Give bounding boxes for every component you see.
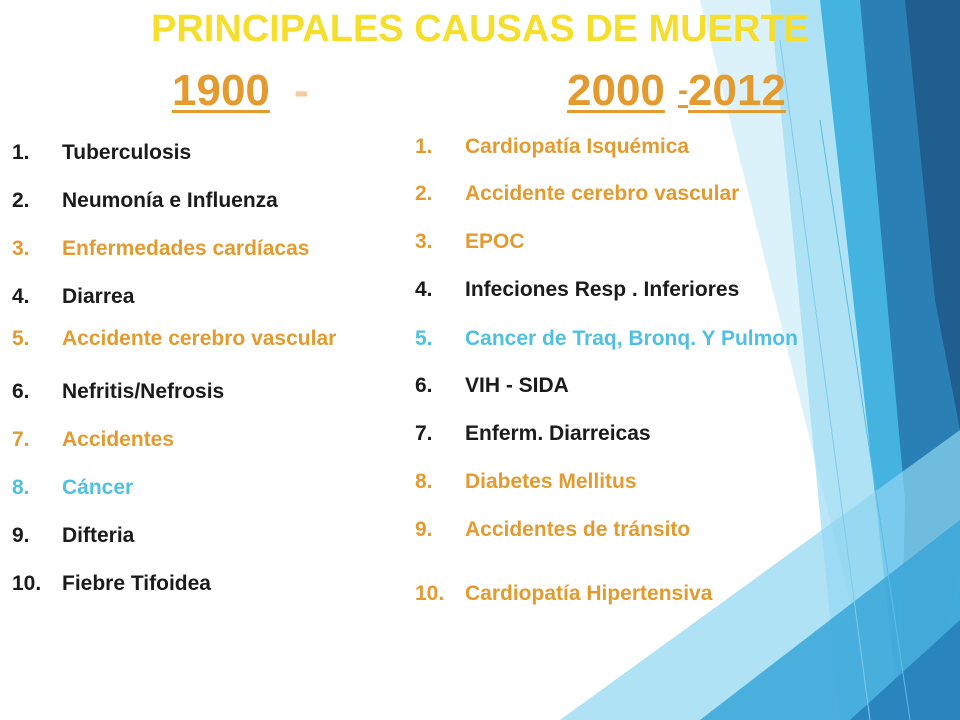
item-text: Enferm. Diarreicas (465, 422, 651, 445)
item-text: Diarrea (62, 285, 135, 308)
item-number: 2. (12, 189, 30, 212)
item-text: Infeciones Resp . Inferiores (465, 278, 740, 301)
item-number: 10. (415, 582, 445, 605)
item-number: 5. (12, 327, 30, 350)
item-number: 1. (415, 135, 433, 158)
item-number: 7. (12, 428, 30, 451)
item-number: 6. (415, 374, 433, 397)
item-text: Cancer de Traq, Bronq. Y Pulmon (465, 327, 798, 350)
item-text: Accidente cerebro vascular (62, 327, 337, 350)
year-left-heading: 1900 (172, 66, 270, 115)
item-text: Accidentes (62, 428, 175, 451)
item-text: Enfermedades cardíacas (62, 237, 310, 260)
item-number: 8. (12, 476, 30, 499)
item-number: 9. (415, 518, 433, 541)
year-separator: - (294, 66, 309, 115)
item-number: 6. (12, 380, 30, 403)
item-number: 3. (415, 230, 433, 253)
item-text: EPOC (465, 230, 525, 253)
item-number: 9. (12, 524, 30, 547)
page-title: PRINCIPALES CAUSAS DE MUERTE (150, 8, 810, 50)
item-number: 2. (415, 182, 433, 205)
year-right-heading-end: 2012 (688, 66, 786, 115)
item-number: 4. (12, 285, 30, 308)
item-text: Diabetes Mellitus (465, 470, 637, 493)
item-number: 8. (415, 470, 433, 493)
item-text: Fiebre Tifoidea (62, 572, 211, 595)
year-right-heading-start: 2000 (567, 66, 665, 115)
item-text: Accidente cerebro vascular (465, 182, 740, 205)
item-text: Difteria (62, 524, 135, 547)
year-right-heading-dash: - (678, 74, 688, 107)
item-text: Accidentes de tránsito (465, 518, 691, 541)
item-text: Cardiopatía Hipertensiva (465, 582, 713, 605)
item-text: Tuberculosis (62, 141, 192, 164)
item-number: 4. (415, 278, 433, 301)
item-text: Cardiopatía Isquémica (465, 135, 690, 158)
item-number: 1. (12, 141, 30, 164)
item-text: Cáncer (62, 476, 134, 499)
item-number: 5. (415, 327, 433, 350)
item-text: VIH - SIDA (465, 374, 569, 397)
item-number: 10. (12, 572, 42, 595)
item-text: Neumonía e Influenza (62, 189, 278, 212)
item-text: Nefritis/Nefrosis (62, 380, 225, 403)
item-number: 7. (415, 422, 433, 445)
item-number: 3. (12, 237, 30, 260)
